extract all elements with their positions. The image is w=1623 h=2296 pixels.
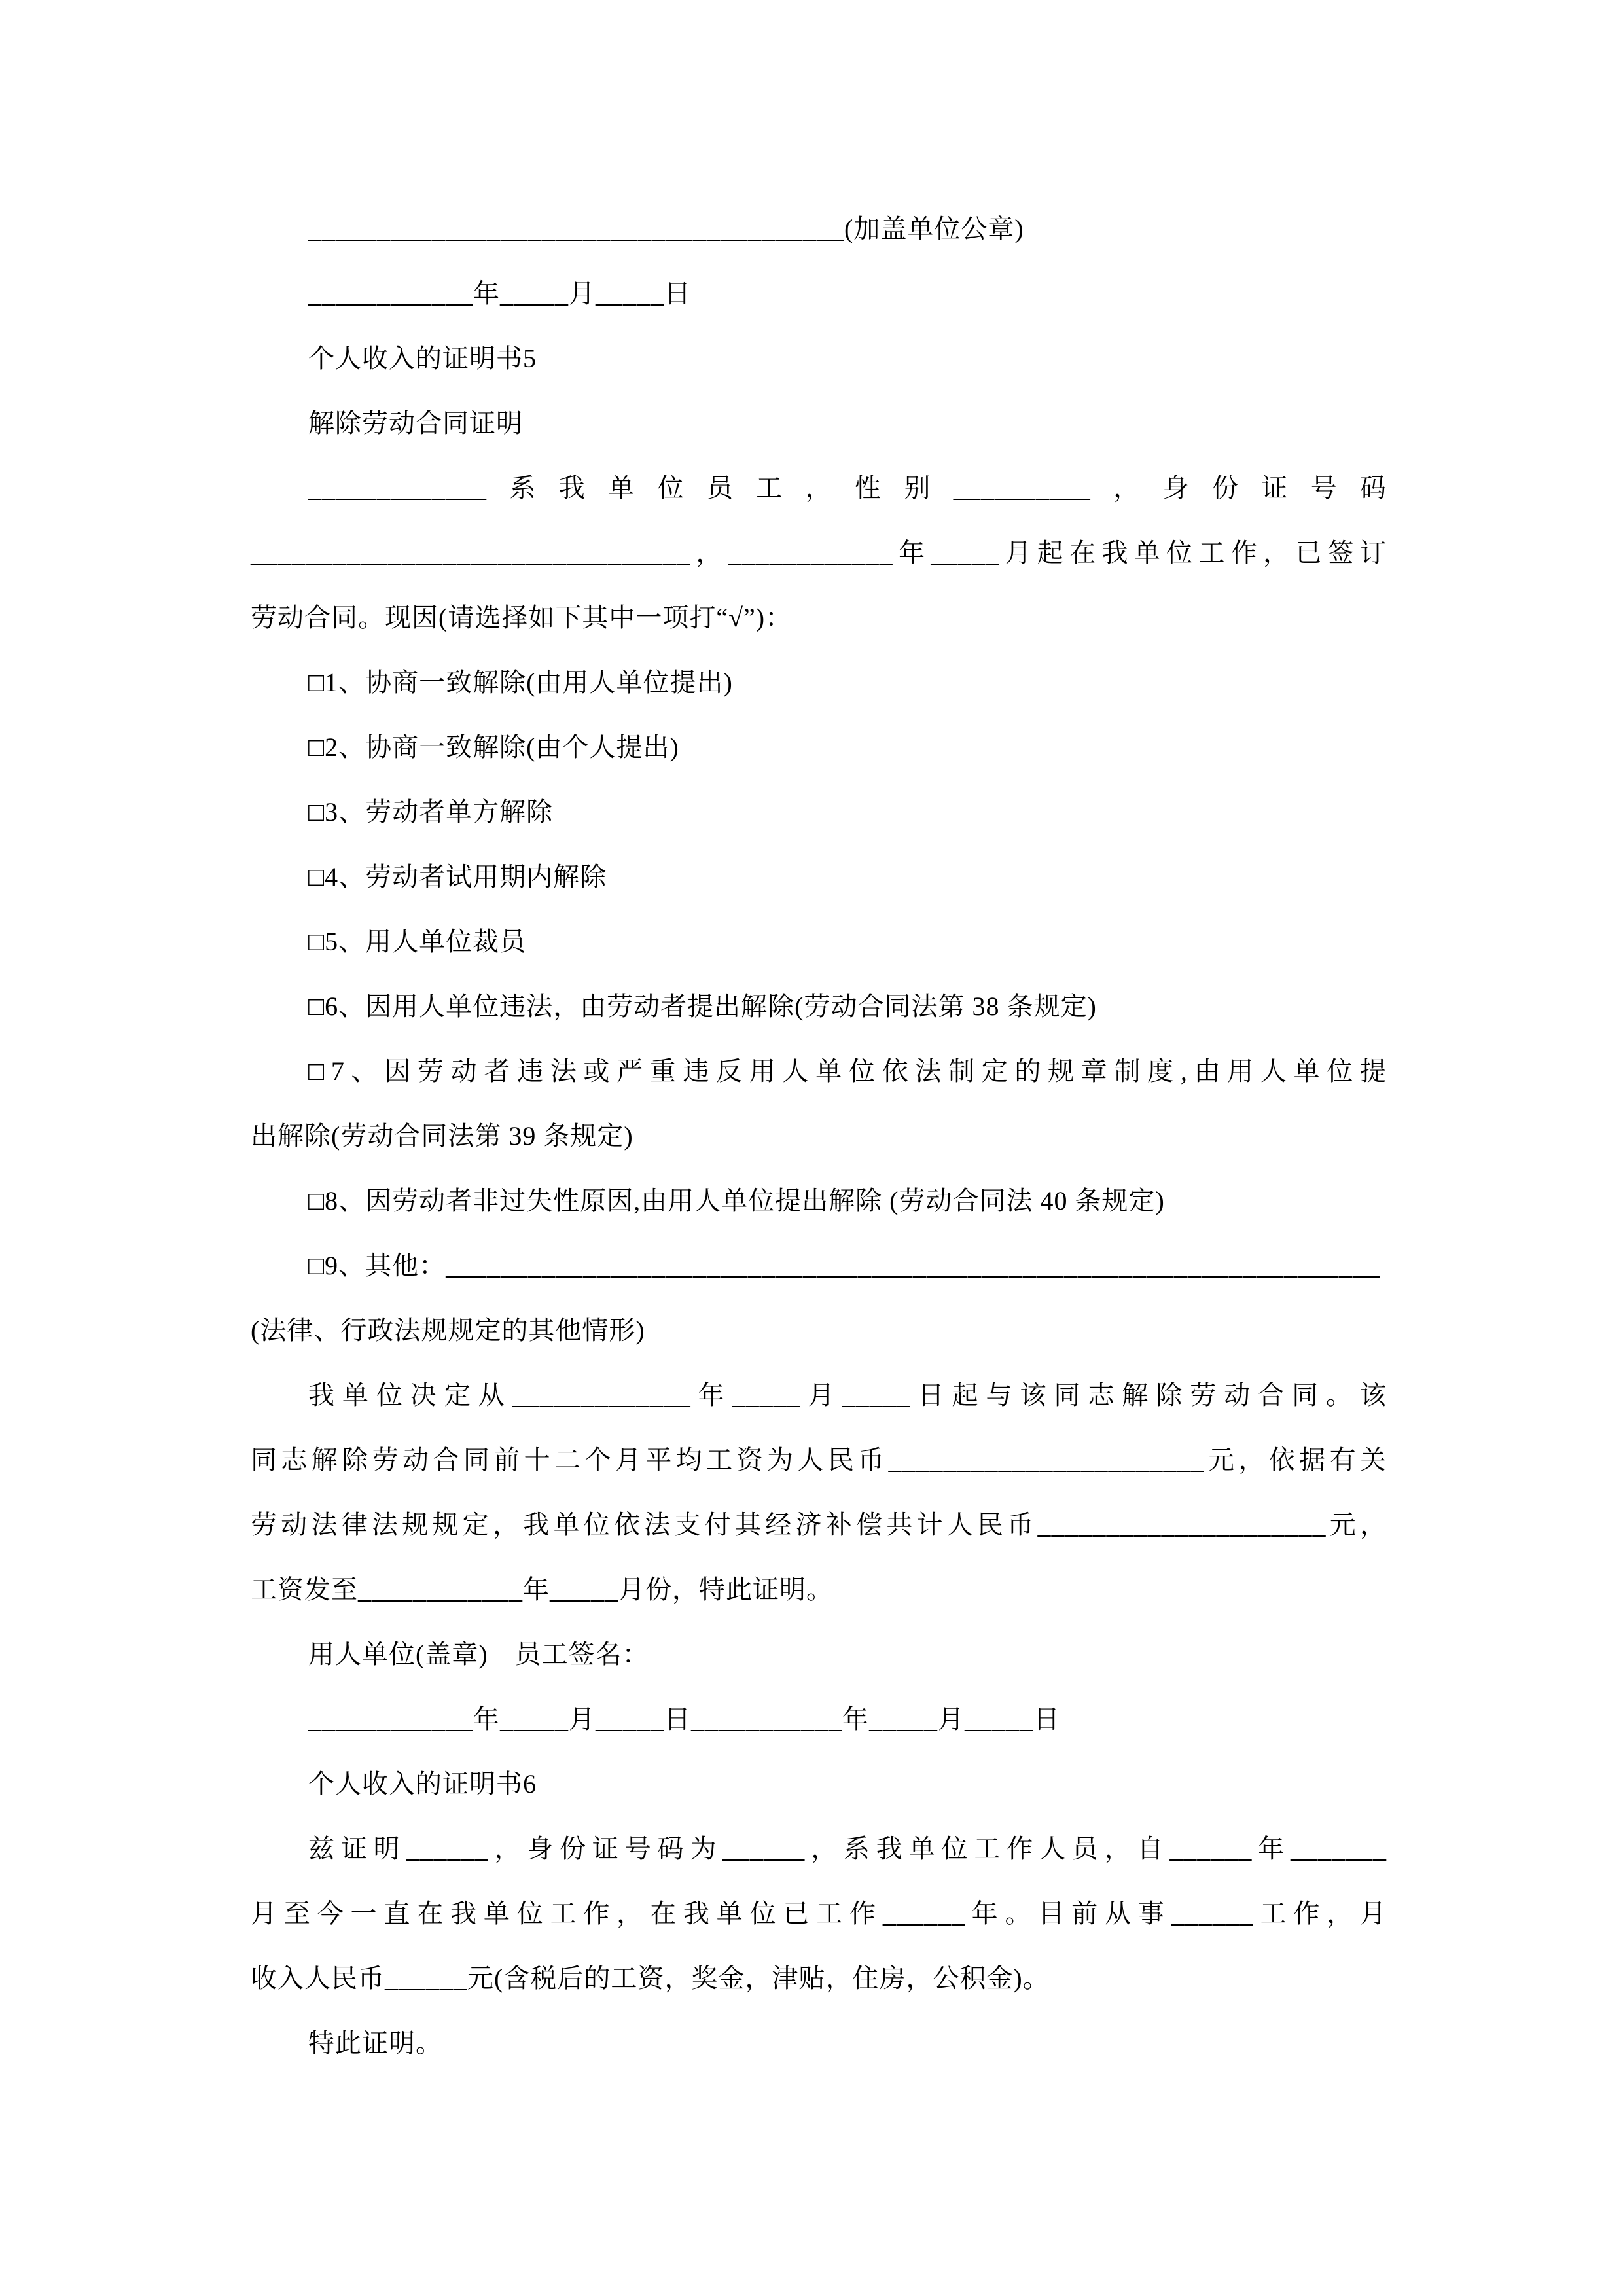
- cert6-line-3: 收入人民币______元(含税后的工资，奖金，津贴，住房，公积金)。: [251, 1964, 1050, 1993]
- option-label-9: 9、其他：: [325, 1251, 446, 1280]
- checkbox-option-8: [251, 1168, 1387, 1233]
- checkbox-icon: □: [308, 862, 325, 891]
- option-label-6: 6、因用人单位违法，由劳动者提出解除(劳动合同法第 38 条规定): [325, 992, 1097, 1021]
- option-label-4: 4、劳动者试用期内解除: [325, 862, 607, 891]
- signature-label-line: 用人单位(盖章) 员工签名：: [308, 1640, 649, 1669]
- option-label-5: 5、用人单位裁员: [325, 927, 527, 956]
- checkbox-option-9: [251, 1233, 1387, 1298]
- subtitle-termination-proof: 解除劳动合同证明: [308, 408, 523, 438]
- intro-line-1: _____________系我单位员工，性别__________，身份证号码: [308, 473, 1387, 503]
- checkbox-icon: □: [308, 732, 325, 762]
- compensation-line: 劳动法律法规规定，我单位依法支付其经济补偿共计人民币_____________________元，: [251, 1510, 1387, 1539]
- intro-line-2: ________________________________，____________年_____月起在我单位工作，已签订: [251, 538, 1387, 567]
- checkbox-option-4: [251, 844, 1387, 909]
- option-label-7: 7、因劳动者违法或严重违反用人单位依法制定的规章制度,由用人单位提: [330, 1056, 1387, 1086]
- checkbox-option-1: [251, 650, 1387, 715]
- section-title-certificate-6: 个人收入的证明书6: [308, 1769, 537, 1799]
- option-7-continuation: 出解除(劳动合同法第 39 条规定): [251, 1121, 633, 1151]
- option-label-3: 3、劳动者单方解除: [325, 797, 554, 827]
- checkbox-option-3: [251, 780, 1387, 844]
- checkbox-icon: □: [308, 797, 325, 827]
- checkbox-icon: □: [308, 992, 325, 1021]
- section-title-certificate-5: 个人收入的证明书5: [308, 344, 537, 373]
- date-line: ____________年_____月_____日: [308, 279, 691, 308]
- checkbox-option-5: [251, 909, 1387, 974]
- checkbox-option-6: [251, 974, 1387, 1039]
- option-label-8: 8、因劳动者非过失性原因,由用人单位提出解除 (劳动合同法 40 条规定): [325, 1186, 1165, 1215]
- closing-line: 特此证明。: [308, 2028, 442, 2058]
- seal-line: _______________________________________(加盖单位公章): [308, 214, 1024, 243]
- intro-line-3: 劳动合同。现因(请选择如下其中一项打“√”)：: [251, 603, 793, 632]
- cert6-line-2: 月至今一直在我单位工作，在我单位已工作______年。目前从事______工作，月: [251, 1899, 1387, 1928]
- checkbox-option-2: [251, 715, 1387, 780]
- signature-date-line: ____________年_____月_____日___________年_____月_____日: [308, 1704, 1060, 1734]
- checkbox-option-7: [251, 1039, 1387, 1103]
- option-label-2: 2、协商一致解除(由个人提出): [325, 732, 679, 762]
- option-label-1: 1、协商一致解除(由用人单位提出): [325, 668, 733, 697]
- decision-line: 我单位决定从_____________年_____月_____日起与该同志解除劳动合同。该: [308, 1380, 1387, 1410]
- checkbox-icon: □: [308, 1056, 331, 1086]
- checkbox-icon: □: [308, 1186, 325, 1215]
- checkbox-icon: □: [308, 927, 325, 956]
- wage-until-line: 工资发至____________年_____月份，特此证明。: [251, 1575, 833, 1604]
- salary-line: 同志解除劳动合同前十二个月平均工资为人民币_______________________元，依据有关: [251, 1445, 1387, 1475]
- cert6-line-1: 兹证明______，身份证号码为______，系我单位工作人员，自______年_______: [308, 1834, 1387, 1863]
- option-9-note: (法律、行政法规规定的其他情形): [251, 1316, 645, 1345]
- blank-underline: ____________________________________________________________________: [446, 1251, 1381, 1280]
- checkbox-icon: □: [308, 1251, 325, 1280]
- checkbox-icon: □: [308, 668, 325, 697]
